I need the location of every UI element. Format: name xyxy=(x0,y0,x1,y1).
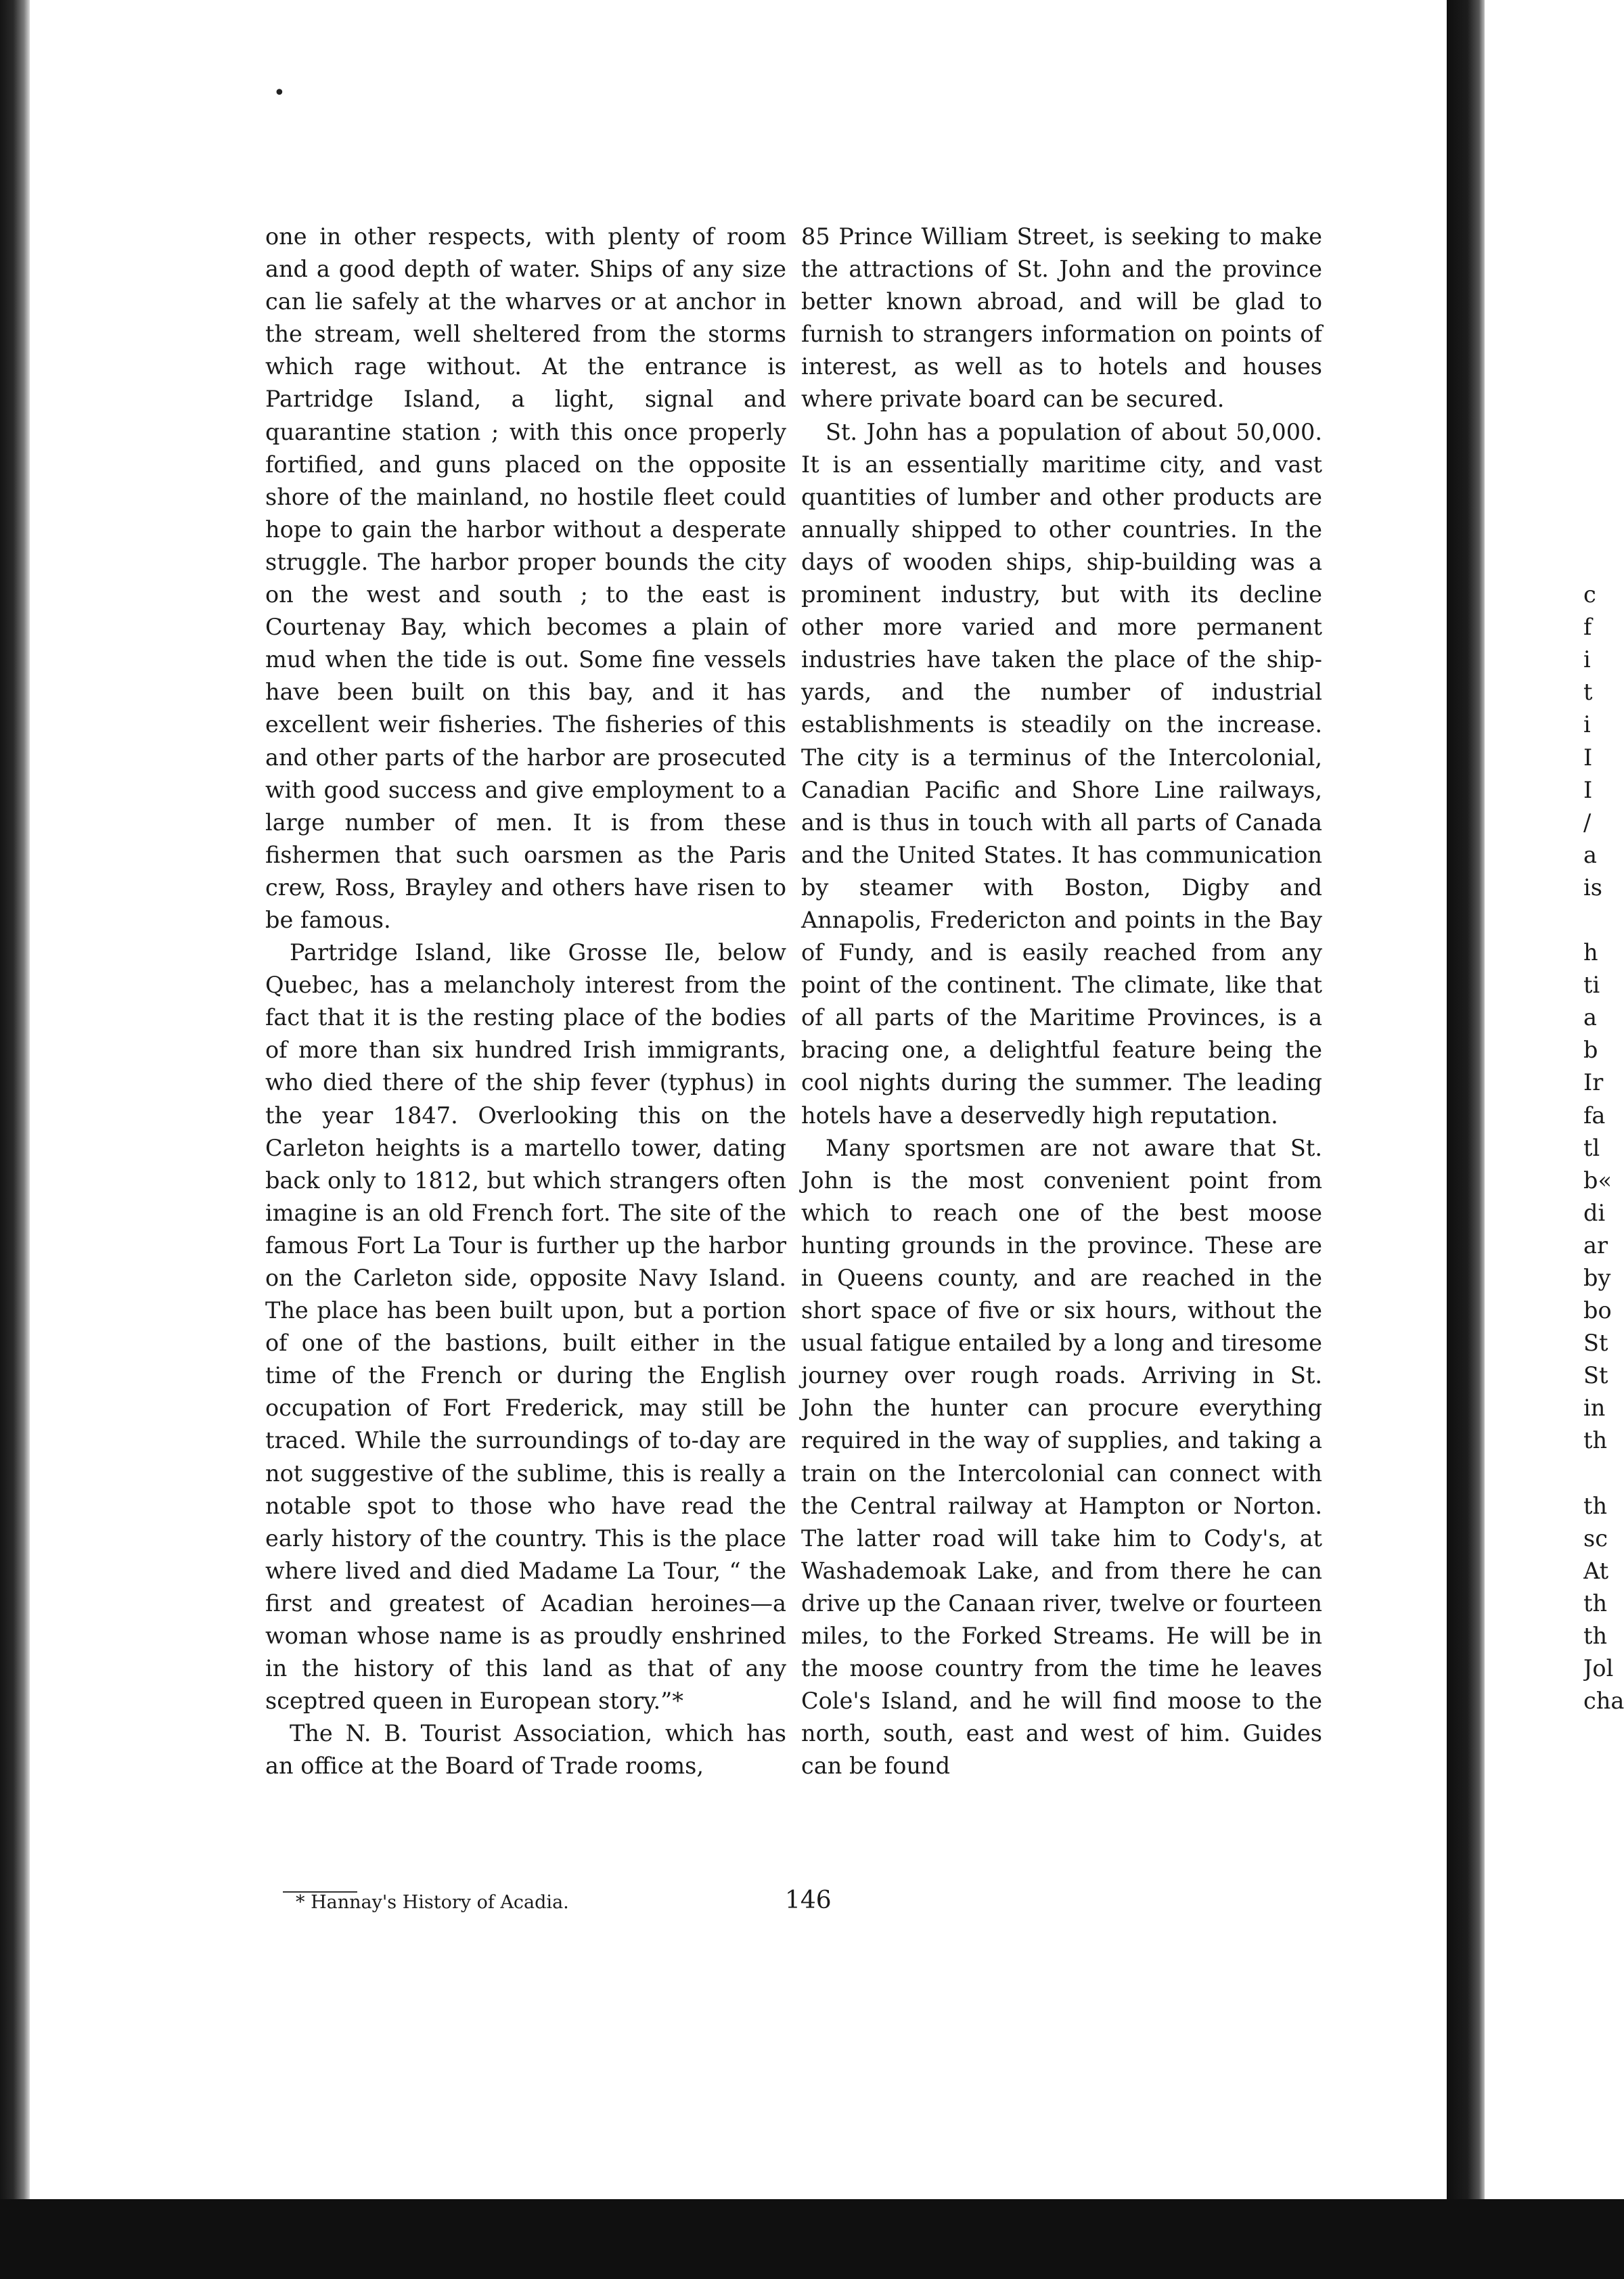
fragment-line xyxy=(1583,416,1624,449)
fragment-line: h xyxy=(1583,939,1598,966)
scan-bottom-border xyxy=(0,2199,1624,2279)
fragment-line: At xyxy=(1583,1557,1609,1584)
fragment-line: i xyxy=(1583,711,1591,738)
fragment-line: fa xyxy=(1583,1102,1606,1129)
fragment-line: St xyxy=(1583,1330,1608,1357)
fragment-line: I xyxy=(1583,776,1593,803)
fragment-line xyxy=(1583,904,1624,937)
fragment-line xyxy=(1583,481,1624,514)
fragment-line: ar xyxy=(1583,1232,1608,1259)
left-scan-edge xyxy=(0,0,30,2199)
fragment-line: a xyxy=(1583,1004,1597,1031)
fragment-line xyxy=(1583,1458,1624,1490)
footnote: * Hannay's History of Acadia. xyxy=(296,1892,569,1913)
fragment-line: Jol xyxy=(1583,1655,1614,1682)
fragment-line: th xyxy=(1583,1589,1608,1617)
fragment-line xyxy=(1583,1717,1624,1750)
fragment-line xyxy=(1583,449,1624,481)
fragment-line: th xyxy=(1583,1492,1608,1519)
fragment-line: by xyxy=(1583,1265,1611,1291)
fragment-line xyxy=(1583,318,1624,351)
fragment-line xyxy=(1583,286,1624,318)
left-text-column xyxy=(265,221,786,1783)
fragment-line: bo xyxy=(1583,1297,1612,1324)
fragment-line: f xyxy=(1583,614,1592,641)
fragment-line: I xyxy=(1583,744,1593,771)
fragment-line: Ir xyxy=(1583,1069,1604,1096)
fragment-line: St xyxy=(1583,1362,1608,1389)
fragment-line xyxy=(1583,383,1624,415)
paragraph: Many sportsmen are not aware that St. John is the most convenient point from which to reach one of the best moose hunting grounds in the province. These are in Queens county, and are reached in the short space of five or six hours, without the usual fatigue entailed by a long and tiresome journey over rough roads. Arriving in St. John the hunter can procure everything required in the way of supplies, and taking a train on the Intercolonial can connect with the Central railway at Hampton or Norton. The latter road will take him to Cody's, at Washademoak Lake, and from there he can drive up the Canaan river, twelve or fourteen miles, to the Forked Streams. He will be in the moose country from the time he leaves Cole's Island, and he will find moose to the north, south, east and west of him. Guides can be found xyxy=(801,1134,1322,1780)
fragment-line: b« xyxy=(1583,1167,1612,1194)
fragment-line: sc xyxy=(1583,1525,1608,1552)
fragment-line: b xyxy=(1583,1037,1598,1064)
fragment-line: i xyxy=(1583,646,1591,673)
paragraph: Partridge Island, like Grosse Ile, below Quebec, has a melancholy interest from the fact that it is the resting place of the bodies of more than six hundred Irish immigrants, who died there of the ship fever (typhus) in the year 1847. Overlooking this on the Carleton heights is a martello tower, dating back only to 1812, but which strangers often imagine is an old French fort. The site of the famous Fort La Tour is further up the harbor on the Carleton side, opposite Navy Island. The place has been built upon, but a portion of one of the bastions, built either in the time of the French or during the English occupation of Fort Frederick, may still be traced. While the surroundings of to-day are not suggestive of the sublime, this is really a notable spot to those who have read the early history of the country. This is the place where lived and died Madame La Tour, “ the first and greatest of Acadian heroines—a woman whose name is as proudly enshrined in the history of this land as that of any sceptred queen in European story.”* xyxy=(265,939,786,1715)
paragraph: 85 Prince William Street, is seeking to make the attractions of St. John and the province better known abroad, and will be glad to furnish to strangers information on points of interest, as well as to hotels and houses where private board can be secured. xyxy=(801,223,1322,413)
stray-mark: • xyxy=(273,81,286,105)
fragment-line xyxy=(1583,253,1624,286)
fragment-line: a xyxy=(1583,841,1597,868)
book-gutter xyxy=(1447,0,1485,2199)
middle-text-column xyxy=(801,221,1322,1783)
fragment-line: cha xyxy=(1583,1688,1624,1715)
fragment-line: ti xyxy=(1583,972,1600,999)
paragraph: one in other respects, with plenty of room and a good depth of water. Ships of any size can lie safely at the wharves or at anchor in the stream, well sheltered from the storms which rage without. At the entrance is Partridge Island, a light, signal and quarantine station ; with this once properly fortified, and guns placed on the opposite shore of the mainland, no hostile fleet could hope to gain the harbor without a desperate struggle. The harbor proper bounds the city on the west and south ; to the east is Courtenay Bay, which becomes a plain of mud when the tide is out. Some fine vessels have been built on this bay, and it has excellent weir fisheries. The fisheries of this and other parts of the harbor are prosecuted with good success and give employment to a large number of men. It is from these fishermen that such oarsmen as the Paris crew, Ross, Brayley and others have risen to be famous. xyxy=(265,223,786,933)
fragment-line xyxy=(1583,221,1624,253)
fragment-line: in xyxy=(1583,1395,1606,1422)
fragment-line: is xyxy=(1583,874,1602,901)
page-number: 146 xyxy=(785,1887,832,1914)
fragment-line: th xyxy=(1583,1427,1608,1454)
fragment-line: tl xyxy=(1583,1134,1600,1161)
fragment-line: / xyxy=(1583,809,1592,836)
fragment-line xyxy=(1583,546,1624,579)
facing-page-fragments xyxy=(1583,221,1624,1750)
fragment-line: t xyxy=(1583,679,1593,706)
fragment-line xyxy=(1583,514,1624,546)
fragment-line: c xyxy=(1583,581,1596,608)
paragraph: St. John has a population of about 50,000. It is an essentially maritime city, and vast quantities of lumber and other products are annually shipped to other countries. In the days of wooden ships, ship-building was a prominent industry, but with its decline other more varied and more permanent industries have taken the place of the ship-yards, and the number of industrial establishments is steadily on the increase. The city is a terminus of the Intercolonial, Canadian Pacific and Shore Line railways, and is thus in touch with all parts of Canada and the United States. It has communication by steamer with Boston, Digby and Annapolis, Fredericton and points in the Bay of Fundy, and is easily reached from any point of the continent. The climate, like that of all parts of the Maritime Provinces, is a bracing one, a delightful feature being the cool nights during the summer. The leading hotels have a deservedly high reputation. xyxy=(801,418,1322,1129)
fragment-line: di xyxy=(1583,1199,1606,1226)
fragment-line xyxy=(1583,351,1624,383)
paragraph: The N. B. Tourist Association, which has an office at the Board of Trade rooms, xyxy=(265,1720,786,1780)
fragment-line: th xyxy=(1583,1623,1608,1650)
